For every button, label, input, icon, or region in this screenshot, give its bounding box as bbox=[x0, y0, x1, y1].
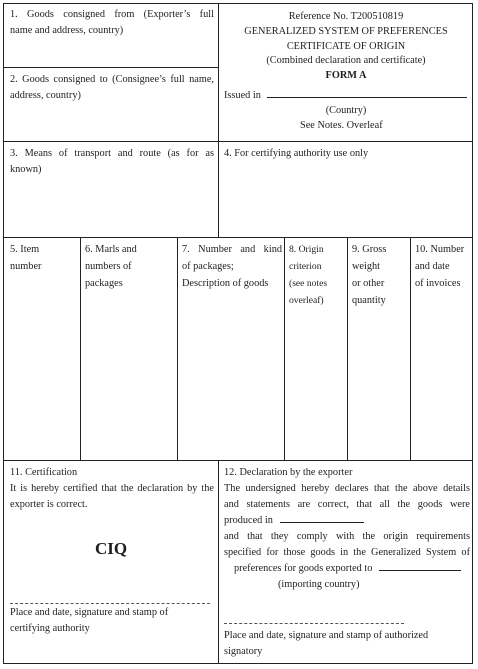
gsp-form-a bbox=[3, 3, 473, 664]
column-description bbox=[182, 241, 282, 292]
col8-line4: overleaf) bbox=[289, 295, 324, 306]
divider-col-8-9 bbox=[347, 237, 348, 460]
box3-line2: known) bbox=[10, 164, 42, 175]
col7-line2: of packages; bbox=[182, 261, 234, 272]
box12-signature-line bbox=[224, 623, 404, 624]
col6-line3: packages bbox=[85, 278, 123, 289]
col7-line1: 7. Number and kind bbox=[182, 244, 282, 255]
header-subtitle: (Combined declaration and certificate) bbox=[266, 55, 426, 67]
box12-line2: and statements are correct, that all the goods were bbox=[224, 499, 470, 510]
country-label: (Country) bbox=[325, 105, 367, 116]
box4-label: 4. For certifying authority use only bbox=[224, 148, 369, 159]
produced-in-field[interactable] bbox=[280, 513, 364, 523]
box11-sig-line2: certifying authority bbox=[10, 623, 90, 634]
col5-line1: 5. Item bbox=[10, 244, 40, 255]
box-authority-use bbox=[224, 146, 470, 162]
divider-col-9-10 bbox=[410, 237, 411, 460]
col6-line2: numbers of bbox=[85, 261, 132, 272]
ciq-stamp: CIQ bbox=[94, 539, 128, 558]
divider-box11-box12 bbox=[218, 460, 219, 663]
box12-line1: The undersigned hereby declares that the above details bbox=[224, 483, 470, 494]
divider-col-7-8 bbox=[284, 237, 285, 460]
header-title-1: GENERALIZED SYSTEM OF PREFERENCES bbox=[244, 25, 448, 37]
importing-country-field[interactable] bbox=[379, 561, 461, 571]
col6-line1: 6. Marls and bbox=[85, 244, 137, 255]
issued-in-field[interactable] bbox=[267, 88, 467, 98]
box2-line1: 2. Goods consigned to (Consignee’s full name, bbox=[10, 74, 214, 85]
column-invoices bbox=[415, 241, 471, 292]
col10-line3: of invoices bbox=[415, 278, 461, 289]
box2-line2: address, country) bbox=[10, 90, 81, 101]
box-exporter-declaration bbox=[224, 465, 470, 593]
box12-title: 12. Declaration by the exporter bbox=[224, 467, 353, 478]
divider-top-vertical bbox=[218, 4, 219, 237]
notes-caption bbox=[300, 118, 470, 134]
box12-sig-line2: signatory bbox=[224, 646, 263, 657]
box-consignee bbox=[10, 72, 214, 104]
divider-box1-box2 bbox=[4, 67, 218, 68]
box1-line2: name and address, country) bbox=[10, 25, 124, 36]
col9-line2: weight bbox=[352, 261, 381, 272]
box12-signature-caption bbox=[224, 628, 470, 660]
divider-box2-box3 bbox=[4, 141, 472, 142]
col9-line3: or other bbox=[352, 278, 385, 289]
col8-line3: (see notes bbox=[289, 278, 328, 289]
produced-in-label: produced in bbox=[224, 515, 273, 526]
box11-signature-caption bbox=[10, 605, 214, 637]
box1-line1: 1. Goods consigned from (Exporter’s full bbox=[10, 9, 214, 20]
column-gross-weight bbox=[352, 241, 410, 309]
col8-line1: 8. Origin bbox=[289, 244, 324, 255]
importing-country-caption: (importing country) bbox=[278, 579, 360, 590]
issued-in-row bbox=[224, 88, 470, 104]
column-marks-numbers bbox=[85, 241, 175, 292]
col9-line1: 9. Gross bbox=[352, 244, 387, 255]
box3-line1: 3. Means of transport and route (as for as bbox=[10, 148, 214, 159]
box11-line1: It is hereby certified that the declaration by the bbox=[10, 483, 214, 494]
box-consignor bbox=[10, 7, 214, 39]
col7-line3: Description of goods bbox=[182, 278, 269, 289]
box12-sig-line1: Place and date, signature and stamp of authorized bbox=[224, 630, 429, 641]
col8-line2: criterion bbox=[289, 261, 322, 272]
header-title-2: CERTIFICATE OF ORIGIN bbox=[286, 40, 406, 52]
divider-top-columns bbox=[4, 237, 472, 238]
box11-sig-line1: Place and date, signature and stamp of bbox=[10, 607, 169, 618]
box12-line3-row bbox=[224, 513, 470, 529]
divider-col-5-6 bbox=[80, 237, 81, 460]
box12-line4: and that they comply with the origin requirements bbox=[224, 531, 470, 542]
form-header bbox=[220, 10, 472, 84]
col10-line1: 10. Number bbox=[415, 244, 465, 255]
col10-line2: and date bbox=[415, 261, 450, 272]
issued-in-label: Issued in bbox=[224, 90, 261, 101]
column-item-number bbox=[10, 241, 78, 275]
form-a-label: FORM A bbox=[325, 70, 367, 82]
column-origin-criterion bbox=[289, 241, 347, 309]
see-notes-label: See Notes. Overleaf bbox=[300, 120, 383, 131]
box11-signature-line bbox=[10, 603, 210, 604]
box12-line5: specified for those goods in the Generalized System of bbox=[224, 547, 470, 558]
exported-to-label: preferences for goods exported to bbox=[234, 563, 373, 574]
box-certification bbox=[10, 465, 214, 513]
box11-title: 11. Certification bbox=[10, 467, 78, 478]
col9-line4: quantity bbox=[352, 295, 386, 306]
col5-line2: number bbox=[10, 261, 42, 272]
reference-number: Reference No. T200510819 bbox=[288, 11, 404, 22]
box11-line2: exporter is correct. bbox=[10, 499, 88, 510]
country-caption bbox=[220, 103, 472, 119]
divider-col-6-7 bbox=[177, 237, 178, 460]
divider-columns-bottom bbox=[4, 460, 472, 461]
box12-line6-row bbox=[224, 561, 470, 577]
box-transport bbox=[10, 146, 214, 178]
